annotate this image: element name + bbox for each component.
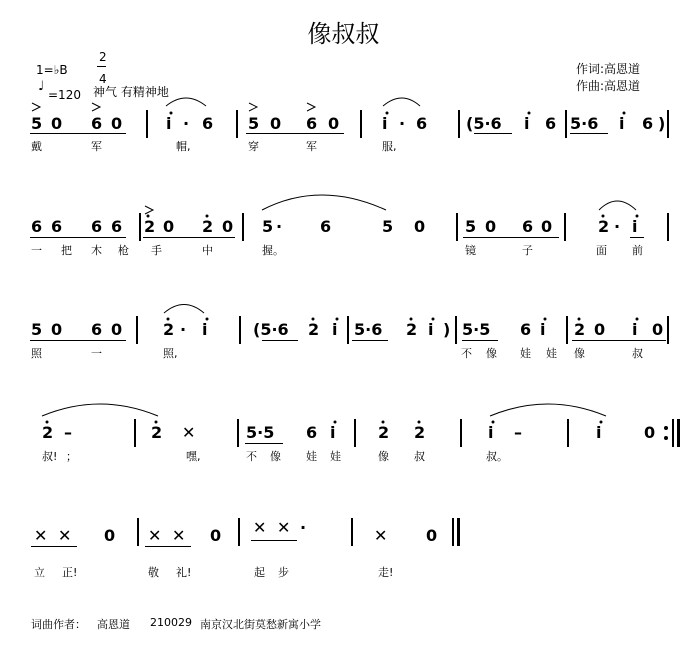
note: 0 xyxy=(426,526,438,545)
note: – xyxy=(514,423,522,442)
lyric: 握。 xyxy=(262,244,284,257)
song-title: 像叔叔 xyxy=(307,20,380,48)
octave-dot xyxy=(528,112,530,114)
octave-dot xyxy=(334,421,336,423)
repeat-dot xyxy=(665,427,668,430)
note: – xyxy=(64,423,72,442)
note: 6 xyxy=(306,423,318,442)
note: 6 xyxy=(31,217,43,236)
note: 6 xyxy=(91,320,103,339)
note: 2 xyxy=(202,217,214,236)
lyricist-credit: 作词:高恩道 xyxy=(576,62,641,76)
note: 5 xyxy=(262,217,274,236)
note: i xyxy=(202,320,208,339)
note: · xyxy=(276,217,283,236)
note: ✕ xyxy=(374,526,388,545)
octave-dot xyxy=(544,318,546,320)
note: 6 xyxy=(306,114,318,133)
footer-postcode: 210029 xyxy=(150,616,192,629)
note: · xyxy=(183,114,190,133)
lyric: ； xyxy=(66,450,77,463)
note: (5·6 xyxy=(253,320,289,339)
note: i xyxy=(540,320,546,339)
lyric: 娃 xyxy=(520,347,531,360)
expression-marking: 神气 有精神地 xyxy=(93,85,169,99)
note: 0 xyxy=(222,217,234,236)
note: ) xyxy=(443,320,451,339)
note: 0 xyxy=(414,217,426,236)
slur xyxy=(262,195,386,210)
composer-credit: 作曲:高恩道 xyxy=(576,79,641,93)
note: 6 xyxy=(91,114,103,133)
lyric: 像 xyxy=(486,347,497,360)
note: i xyxy=(488,423,494,442)
slur xyxy=(383,98,420,106)
octave-dot xyxy=(600,421,602,423)
lyric: 子 xyxy=(522,244,533,257)
octave-dot xyxy=(206,215,208,217)
octave-dot xyxy=(46,421,48,423)
octave-dot xyxy=(170,112,172,114)
accent-mark xyxy=(92,103,100,111)
note: · xyxy=(300,518,307,537)
lyric: 面 xyxy=(596,244,607,257)
note: 2 xyxy=(163,320,175,339)
octave-dot xyxy=(602,215,604,217)
note: 0 xyxy=(652,320,664,339)
slur xyxy=(164,305,204,314)
octave-dot xyxy=(418,421,420,423)
octave-dot xyxy=(432,318,434,320)
note: 0 xyxy=(111,320,123,339)
accent-mark xyxy=(32,103,40,111)
lyric: 礼! xyxy=(176,566,192,579)
note: 5·6 xyxy=(570,114,599,133)
note: 5 xyxy=(465,217,477,236)
time-signature-top: 2 xyxy=(99,50,107,64)
note: 2 xyxy=(378,423,390,442)
note: 5·6 xyxy=(354,320,383,339)
lyric: 不 xyxy=(246,450,257,463)
note: 5 xyxy=(31,320,43,339)
octave-dot xyxy=(382,421,384,423)
note: 0 xyxy=(163,217,175,236)
note: ✕ xyxy=(182,423,196,442)
lyric: 把 xyxy=(61,244,72,257)
note: 2 xyxy=(598,217,610,236)
lyric: 中 xyxy=(202,244,213,257)
lyric: 步 xyxy=(278,566,289,579)
note: 2 xyxy=(406,320,418,339)
octave-dot xyxy=(636,215,638,217)
lyric: 照 xyxy=(31,347,42,360)
lyric: 走! xyxy=(378,566,394,579)
lyric: 叔。 xyxy=(486,450,508,463)
lyric: 嘿, xyxy=(186,450,201,463)
lyric: 一 xyxy=(91,347,102,360)
accent-mark xyxy=(145,206,153,214)
note: 5 xyxy=(382,217,394,236)
note: 2 xyxy=(308,320,320,339)
note: 2 xyxy=(414,423,426,442)
lyric: 军 xyxy=(306,140,317,153)
accent-mark xyxy=(249,103,257,111)
note: 6 xyxy=(416,114,428,133)
note: ✕ xyxy=(148,526,162,545)
repeat-dot xyxy=(665,437,668,440)
octave-dot xyxy=(578,318,580,320)
note: 6 xyxy=(520,320,532,339)
note: ✕ xyxy=(277,518,291,537)
note: 0 xyxy=(210,526,222,545)
note: 6 xyxy=(91,217,103,236)
note: i xyxy=(619,114,625,133)
note: 6 xyxy=(320,217,332,236)
lyric: 叔 xyxy=(414,450,425,463)
note: 6 xyxy=(111,217,123,236)
slur xyxy=(42,404,158,416)
octave-dot xyxy=(167,318,169,320)
lyric: 帽, xyxy=(176,140,191,153)
note: ) xyxy=(658,114,666,133)
lyric: 娃 xyxy=(330,450,341,463)
lyric: 正! xyxy=(62,566,78,579)
note: ✕ xyxy=(34,526,48,545)
note: 6 xyxy=(202,114,214,133)
note: 2 xyxy=(42,423,54,442)
slur xyxy=(166,98,206,106)
note: 2 xyxy=(151,423,163,442)
note: i xyxy=(166,114,172,133)
lyric: 叔! xyxy=(42,450,58,463)
octave-dot xyxy=(623,112,625,114)
note: 0 xyxy=(541,217,553,236)
note: · xyxy=(180,320,187,339)
lyric: 军 xyxy=(91,140,102,153)
note: 0 xyxy=(594,320,606,339)
note: i xyxy=(632,320,638,339)
note: 6 xyxy=(51,217,63,236)
lyric: 敬 xyxy=(148,566,159,579)
note: 0 xyxy=(270,114,282,133)
lyric: 一 xyxy=(31,244,42,257)
note: 6 xyxy=(642,114,654,133)
octave-dot xyxy=(336,318,338,320)
note: 0 xyxy=(485,217,497,236)
quarter-note-icon: ♩ xyxy=(38,79,45,94)
note: 5·5 xyxy=(462,320,491,339)
lyric: 前 xyxy=(632,244,643,257)
lyric: 枪 xyxy=(118,244,129,257)
tempo-marking: =120 xyxy=(48,88,81,102)
note: 0 xyxy=(644,423,656,442)
note: (5·6 xyxy=(466,114,502,133)
note: · xyxy=(399,114,406,133)
lyric: 不 xyxy=(461,347,472,360)
octave-dot xyxy=(410,318,412,320)
note: 0 xyxy=(51,320,63,339)
note: ✕ xyxy=(58,526,72,545)
note: 2 xyxy=(574,320,586,339)
lyric: 木 xyxy=(91,244,102,257)
note: i xyxy=(332,320,338,339)
lyric: 娃 xyxy=(546,347,557,360)
footer-address: 南京汉北街莫愁新寓小学 xyxy=(200,618,321,631)
lyric: 服, xyxy=(382,140,397,153)
lyric: 像 xyxy=(574,347,585,360)
note: 0 xyxy=(328,114,340,133)
footer-author: 高恩道 xyxy=(97,618,130,631)
note: 2 xyxy=(144,217,156,236)
octave-dot xyxy=(636,318,638,320)
key-signature: 1=♭B xyxy=(36,63,68,77)
note: · xyxy=(614,217,621,236)
octave-dot xyxy=(386,112,388,114)
lyric: 像 xyxy=(378,450,389,463)
note: ✕ xyxy=(253,518,267,537)
note: i xyxy=(596,423,602,442)
lyric: 手 xyxy=(151,244,162,257)
note: ✕ xyxy=(172,526,186,545)
note: 5 xyxy=(248,114,260,133)
lyric: 叔 xyxy=(632,347,643,360)
lyric: 照, xyxy=(163,347,178,360)
note: 0 xyxy=(51,114,63,133)
note: i xyxy=(524,114,530,133)
note: i xyxy=(330,423,336,442)
note: i xyxy=(382,114,388,133)
slur xyxy=(490,404,606,416)
octave-dot xyxy=(206,318,208,320)
lyric: 穿 xyxy=(248,140,259,153)
lyric: 戴 xyxy=(31,140,42,153)
slur xyxy=(599,201,636,210)
lyric: 起 xyxy=(254,566,265,579)
octave-dot xyxy=(312,318,314,320)
lyric: 娃 xyxy=(306,450,317,463)
note: i xyxy=(428,320,434,339)
accent-mark xyxy=(307,103,315,111)
footer-label: 词曲作者： xyxy=(31,618,86,631)
note: 5 xyxy=(31,114,43,133)
note: 0 xyxy=(104,526,116,545)
octave-dot xyxy=(492,421,494,423)
lyric: 像 xyxy=(270,450,281,463)
note: 5·5 xyxy=(246,423,275,442)
lyric: 镜 xyxy=(465,244,476,257)
lyric: 立 xyxy=(34,566,45,579)
note: i xyxy=(632,217,638,236)
octave-dot xyxy=(147,215,149,217)
note: 0 xyxy=(111,114,123,133)
time-signature-bottom: 4 xyxy=(99,72,107,86)
note: 6 xyxy=(522,217,534,236)
octave-dot xyxy=(155,421,157,423)
note: 6 xyxy=(545,114,557,133)
